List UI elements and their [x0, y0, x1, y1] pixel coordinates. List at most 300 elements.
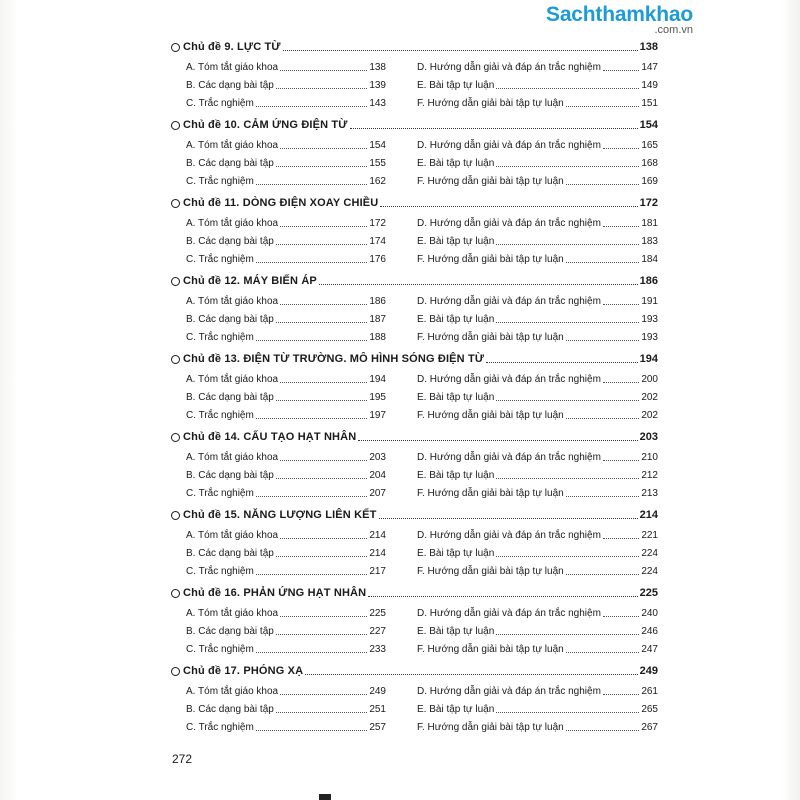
circle-bullet-icon	[171, 277, 180, 286]
section-page: 186	[369, 296, 386, 307]
section-label: A. Tóm tắt giáo khoa	[186, 296, 279, 307]
chapter-page: 138	[639, 41, 658, 53]
dot-leader	[256, 417, 368, 419]
dot-leader	[280, 381, 367, 383]
dot-leader	[305, 673, 637, 675]
section-entry	[417, 488, 658, 500]
section-entry	[186, 332, 386, 344]
chapter-title: Chủ đề 12. MÁY BIẾN ÁP	[183, 275, 317, 287]
section-row	[186, 482, 658, 500]
section-list	[186, 368, 658, 422]
section-label: E. Bài tập tự luận	[417, 80, 495, 91]
circle-bullet-icon	[171, 199, 180, 208]
dot-leader	[566, 339, 640, 341]
chapter-title: Chủ đề 14. CẤU TẠO HẠT NHÂN	[183, 431, 357, 443]
section-list	[186, 134, 658, 188]
section-row	[186, 152, 658, 170]
section-list	[186, 212, 658, 266]
section-label: D. Hướng dẫn giải và đáp án trắc nghiệm	[417, 452, 601, 463]
section-label: A. Tóm tắt giáo khoa	[186, 452, 279, 463]
dot-leader	[280, 147, 367, 149]
section-entry	[186, 608, 386, 620]
dot-leader	[380, 205, 637, 207]
dot-leader	[603, 69, 639, 71]
section-entry	[417, 410, 658, 422]
section-page: 247	[641, 644, 658, 655]
dot-leader	[280, 693, 367, 695]
section-entry	[417, 218, 658, 230]
section-label: F. Hướng dẫn giải bài tập tự luận	[417, 332, 564, 343]
section-label: C. Trắc nghiệm	[186, 98, 254, 109]
section-label: F. Hướng dẫn giải bài tập tự luận	[417, 644, 564, 655]
section-label: F. Hướng dẫn giải bài tập tự luận	[417, 176, 564, 187]
chapter-page: 203	[639, 431, 658, 443]
section-list	[186, 290, 658, 344]
dot-leader	[566, 105, 640, 107]
section-page: 207	[369, 488, 386, 499]
section-label: E. Bài tập tự luận	[417, 626, 495, 637]
section-list	[186, 56, 658, 110]
dot-leader	[280, 225, 367, 227]
dot-leader	[256, 573, 368, 575]
dot-leader	[256, 495, 368, 497]
chapter-page: 214	[639, 509, 658, 521]
section-label: E. Bài tập tự luận	[417, 314, 495, 325]
dot-leader	[276, 243, 367, 245]
dot-leader	[496, 87, 639, 89]
dot-leader	[276, 633, 367, 635]
section-entry	[186, 374, 386, 386]
section-label: D. Hướng dẫn giải và đáp án trắc nghiệm	[417, 374, 601, 385]
dot-leader	[350, 127, 638, 129]
section-row	[186, 386, 658, 404]
chapter-heading	[171, 270, 658, 288]
section-label: C. Trắc nghiệm	[186, 176, 254, 187]
section-page: 202	[641, 410, 658, 421]
section-entry	[186, 314, 386, 326]
section-entry	[186, 452, 386, 464]
section-entry	[186, 626, 386, 638]
section-entry	[186, 488, 386, 500]
section-label: B. Các dạng bài tập	[186, 548, 274, 559]
section-entry	[186, 254, 386, 266]
section-page: 174	[369, 236, 386, 247]
dot-leader	[566, 651, 640, 653]
section-entry	[186, 140, 386, 152]
dot-leader	[486, 361, 638, 363]
section-row	[186, 92, 658, 110]
section-label: E. Bài tập tự luận	[417, 158, 495, 169]
section-page: 147	[641, 62, 658, 73]
chapter-title: Chủ đề 16. PHẢN ỨNG HẠT NHÂN	[183, 587, 367, 599]
chapter-entry	[171, 348, 658, 426]
section-label: E. Bài tập tự luận	[417, 704, 495, 715]
chapter-page: 225	[639, 587, 658, 599]
section-label: D. Hướng dẫn giải và đáp án trắc nghiệm	[417, 62, 601, 73]
section-label: B. Các dạng bài tập	[186, 314, 274, 325]
chapter-entry	[171, 582, 658, 660]
dot-leader	[603, 537, 639, 539]
section-page: 203	[369, 452, 386, 463]
section-page: 233	[369, 644, 386, 655]
section-label: C. Trắc nghiệm	[186, 254, 254, 265]
chapter-title: Chủ đề 10. CẢM ỨNG ĐIỆN TỪ	[183, 119, 348, 131]
section-label: A. Tóm tắt giáo khoa	[186, 218, 279, 229]
section-list	[186, 680, 658, 734]
section-entry	[186, 80, 386, 92]
section-page: 213	[641, 488, 658, 499]
section-page: 204	[369, 470, 386, 481]
bottom-edge-mark	[319, 794, 331, 800]
section-page: 176	[369, 254, 386, 265]
section-row	[186, 680, 658, 698]
section-label: C. Trắc nghiệm	[186, 644, 254, 655]
dot-leader	[276, 477, 367, 479]
section-page: 193	[641, 314, 658, 325]
section-label: F. Hướng dẫn giải bài tập tự luận	[417, 566, 564, 577]
section-entry	[186, 218, 386, 230]
section-label: E. Bài tập tự luận	[417, 470, 495, 481]
section-row	[186, 620, 658, 638]
section-label: A. Tóm tắt giáo khoa	[186, 62, 279, 73]
watermark-logo	[519, 4, 693, 36]
section-label: D. Hướng dẫn giải và đáp án trắc nghiệm	[417, 530, 601, 541]
section-row	[186, 716, 658, 734]
section-label: E. Bài tập tự luận	[417, 236, 495, 247]
chapter-title: Chủ đề 17. PHÓNG XẠ	[183, 665, 304, 677]
circle-bullet-icon	[171, 433, 180, 442]
section-label: C. Trắc nghiệm	[186, 488, 254, 499]
section-row	[186, 56, 658, 74]
section-entry	[417, 722, 658, 734]
circle-bullet-icon	[171, 121, 180, 130]
section-page: 261	[641, 686, 658, 697]
section-page: 246	[641, 626, 658, 637]
section-page: 193	[641, 332, 658, 343]
dot-leader	[368, 595, 637, 597]
dot-leader	[276, 711, 367, 713]
section-page: 202	[641, 392, 658, 403]
section-page: 155	[369, 158, 386, 169]
section-page: 165	[641, 140, 658, 151]
section-page: 249	[369, 686, 386, 697]
section-entry	[186, 644, 386, 656]
chapter-heading	[171, 426, 658, 444]
section-row	[186, 326, 658, 344]
dot-leader	[566, 573, 640, 575]
section-row	[186, 638, 658, 656]
section-page: 183	[641, 236, 658, 247]
section-entry	[417, 254, 658, 266]
section-label: E. Bài tập tự luận	[417, 392, 495, 403]
section-page: 184	[641, 254, 658, 265]
section-label: C. Trắc nghiệm	[186, 410, 254, 421]
section-page: 212	[641, 470, 658, 481]
section-entry	[417, 548, 658, 560]
chapter-title: Chủ đề 13. ĐIỆN TỪ TRƯỜNG. MÔ HÌNH SÓNG ĐIỆN TỪ	[183, 353, 485, 365]
section-label: F. Hướng dẫn giải bài tập tự luận	[417, 254, 564, 265]
section-page: 224	[641, 566, 658, 577]
chapter-entry	[171, 660, 658, 738]
dot-leader	[566, 183, 640, 185]
dot-leader	[496, 243, 639, 245]
section-entry	[417, 158, 658, 170]
section-page: 194	[369, 374, 386, 385]
section-entry	[417, 626, 658, 638]
dot-leader	[566, 261, 640, 263]
section-entry	[186, 410, 386, 422]
dot-leader	[256, 183, 368, 185]
circle-bullet-icon	[171, 589, 180, 598]
dot-leader	[496, 477, 639, 479]
section-label: F. Hướng dẫn giải bài tập tự luận	[417, 722, 564, 733]
chapter-heading	[171, 192, 658, 210]
section-list	[186, 602, 658, 656]
circle-bullet-icon	[171, 667, 180, 676]
section-label: B. Các dạng bài tập	[186, 704, 274, 715]
section-page: 214	[369, 548, 386, 559]
section-label: F. Hướng dẫn giải bài tập tự luận	[417, 410, 564, 421]
section-row	[186, 560, 658, 578]
page-number: 272	[172, 752, 193, 766]
section-entry	[417, 140, 658, 152]
dot-leader	[256, 105, 368, 107]
dot-leader	[256, 651, 368, 653]
section-label: B. Các dạng bài tập	[186, 158, 274, 169]
dot-leader	[603, 147, 639, 149]
section-entry	[186, 392, 386, 404]
section-row	[186, 170, 658, 188]
section-entry	[186, 566, 386, 578]
section-entry	[186, 722, 386, 734]
watermark-brand: Sachthamkhao	[546, 3, 693, 26]
chapter-heading	[171, 582, 658, 600]
section-label: B. Các dạng bài tập	[186, 80, 274, 91]
dot-leader	[276, 321, 367, 323]
section-page: 265	[641, 704, 658, 715]
section-label: D. Hướng dẫn giải và đáp án trắc nghiệm	[417, 218, 601, 229]
dot-leader	[256, 339, 368, 341]
section-entry	[417, 296, 658, 308]
section-page: 187	[369, 314, 386, 325]
section-label: C. Trắc nghiệm	[186, 332, 254, 343]
chapter-page: 186	[639, 275, 658, 287]
section-page: 149	[641, 80, 658, 91]
section-label: E. Bài tập tự luận	[417, 548, 495, 559]
dot-leader	[280, 537, 367, 539]
chapter-page: 249	[639, 665, 658, 677]
section-label: F. Hướng dẫn giải bài tập tự luận	[417, 488, 564, 499]
section-entry	[186, 296, 386, 308]
section-label: D. Hướng dẫn giải và đáp án trắc nghiệm	[417, 608, 601, 619]
section-page: 139	[369, 80, 386, 91]
section-page: 138	[369, 62, 386, 73]
chapter-title: Chủ đề 15. NĂNG LƯỢNG LIÊN KẾT	[183, 509, 377, 521]
dot-leader	[379, 517, 638, 519]
chapter-heading	[171, 348, 658, 366]
section-page: 154	[369, 140, 386, 151]
chapter-page: 172	[639, 197, 658, 209]
section-page: 151	[641, 98, 658, 109]
section-entry	[417, 566, 658, 578]
section-page: 191	[641, 296, 658, 307]
section-label: D. Hướng dẫn giải và đáp án trắc nghiệm	[417, 296, 601, 307]
chapter-entry	[171, 114, 658, 192]
section-entry	[417, 80, 658, 92]
section-page: 168	[641, 158, 658, 169]
section-page: 143	[369, 98, 386, 109]
section-list	[186, 524, 658, 578]
section-entry	[186, 98, 386, 110]
section-entry	[417, 98, 658, 110]
table-of-contents	[171, 36, 658, 738]
dot-leader	[566, 729, 640, 731]
chapter-heading	[171, 660, 658, 678]
section-page: 214	[369, 530, 386, 541]
dot-leader	[256, 261, 368, 263]
chapter-entry	[171, 426, 658, 504]
dot-leader	[496, 165, 639, 167]
chapter-entry	[171, 504, 658, 582]
section-page: 200	[641, 374, 658, 385]
dot-leader	[283, 49, 638, 51]
section-page: 224	[641, 548, 658, 559]
section-page: 221	[641, 530, 658, 541]
dot-leader	[566, 495, 640, 497]
chapter-entry	[171, 36, 658, 114]
dot-leader	[280, 459, 367, 461]
chapter-heading	[171, 114, 658, 132]
dot-leader	[496, 399, 639, 401]
section-label: A. Tóm tắt giáo khoa	[186, 530, 279, 541]
dot-leader	[280, 615, 367, 617]
section-row	[186, 134, 658, 152]
section-page: 172	[369, 218, 386, 229]
section-entry	[186, 176, 386, 188]
circle-bullet-icon	[171, 355, 180, 364]
dot-leader	[496, 711, 639, 713]
section-page: 225	[369, 608, 386, 619]
section-entry	[186, 548, 386, 560]
dot-leader	[603, 303, 639, 305]
section-row	[186, 404, 658, 422]
dot-leader	[496, 633, 639, 635]
dot-leader	[280, 69, 367, 71]
section-row	[186, 368, 658, 386]
dot-leader	[280, 303, 367, 305]
section-entry	[417, 62, 658, 74]
dot-leader	[256, 729, 368, 731]
section-page: 181	[641, 218, 658, 229]
section-entry	[417, 530, 658, 542]
section-label: F. Hướng dẫn giải bài tập tự luận	[417, 98, 564, 109]
section-list	[186, 446, 658, 500]
section-row	[186, 308, 658, 326]
chapter-title: Chủ đề 11. DÒNG ĐIỆN XOAY CHIỀU	[183, 197, 379, 209]
section-label: A. Tóm tắt giáo khoa	[186, 140, 279, 151]
section-label: B. Các dạng bài tập	[186, 626, 274, 637]
dot-leader	[319, 283, 638, 285]
chapter-page: 194	[639, 353, 658, 365]
chapter-heading	[171, 36, 658, 54]
section-entry	[186, 62, 386, 74]
section-entry	[417, 176, 658, 188]
section-page: 257	[369, 722, 386, 733]
circle-bullet-icon	[171, 43, 180, 52]
section-entry	[417, 392, 658, 404]
section-row	[186, 446, 658, 464]
dot-leader	[603, 225, 639, 227]
dot-leader	[496, 555, 639, 557]
section-entry	[417, 314, 658, 326]
circle-bullet-icon	[171, 511, 180, 520]
dot-leader	[276, 165, 367, 167]
section-row	[186, 524, 658, 542]
dot-leader	[603, 459, 639, 461]
section-label: B. Các dạng bài tập	[186, 236, 274, 247]
section-label: C. Trắc nghiệm	[186, 722, 254, 733]
section-label: A. Tóm tắt giáo khoa	[186, 686, 279, 697]
chapter-heading	[171, 504, 658, 522]
section-entry	[417, 470, 658, 482]
section-label: A. Tóm tắt giáo khoa	[186, 608, 279, 619]
section-label: C. Trắc nghiệm	[186, 566, 254, 577]
watermark-domain: .com.vn	[654, 24, 693, 36]
section-entry	[417, 374, 658, 386]
section-label: B. Các dạng bài tập	[186, 392, 274, 403]
section-row	[186, 248, 658, 266]
dot-leader	[276, 87, 367, 89]
section-entry	[417, 608, 658, 620]
dot-leader	[358, 439, 637, 441]
section-row	[186, 230, 658, 248]
section-page: 169	[641, 176, 658, 187]
section-label: A. Tóm tắt giáo khoa	[186, 374, 279, 385]
section-entry	[186, 236, 386, 248]
section-row	[186, 290, 658, 308]
dot-leader	[603, 381, 639, 383]
section-entry	[417, 332, 658, 344]
section-page: 197	[369, 410, 386, 421]
section-page: 210	[641, 452, 658, 463]
section-entry	[417, 686, 658, 698]
section-entry	[417, 644, 658, 656]
section-page: 251	[369, 704, 386, 715]
dot-leader	[276, 399, 367, 401]
section-row	[186, 212, 658, 230]
chapter-title: Chủ đề 9. LỰC TỪ	[183, 41, 281, 53]
section-page: 195	[369, 392, 386, 403]
section-entry	[186, 158, 386, 170]
chapter-entry	[171, 192, 658, 270]
dot-leader	[603, 615, 639, 617]
section-label: D. Hướng dẫn giải và đáp án trắc nghiệm	[417, 686, 601, 697]
section-page: 227	[369, 626, 386, 637]
section-row	[186, 698, 658, 716]
section-page: 188	[369, 332, 386, 343]
section-row	[186, 464, 658, 482]
section-entry	[417, 236, 658, 248]
section-page: 217	[369, 566, 386, 577]
dot-leader	[496, 321, 639, 323]
section-page: 267	[641, 722, 658, 733]
section-entry	[186, 530, 386, 542]
chapter-page: 154	[639, 119, 658, 131]
dot-leader	[276, 555, 367, 557]
section-row	[186, 542, 658, 560]
section-row	[186, 602, 658, 620]
section-row	[186, 74, 658, 92]
